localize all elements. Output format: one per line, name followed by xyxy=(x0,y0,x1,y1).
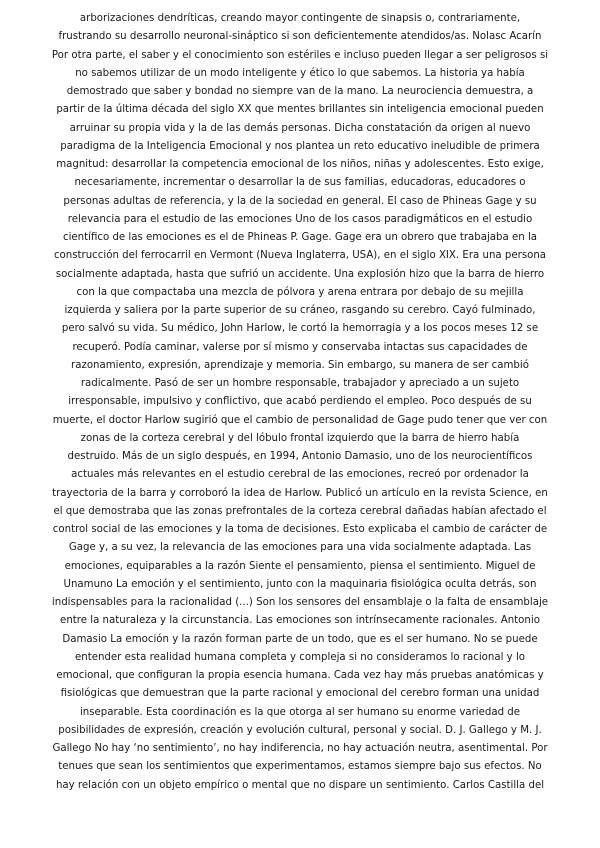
text-line: socialmente adaptada, hasta que sufrió un accidente. Una explosión hizo que la barra de hierro xyxy=(55,268,545,280)
text-line: recuperó. Podía caminar, valerse por sí mismo y conservaba intactas sus capacidades de xyxy=(72,341,528,353)
text-line: construcción del ferrocarril en Vermont (Nueva Inglaterra, USA), en el siglo XIX. Era una persona xyxy=(53,250,547,262)
text-line: entender esta realidad humana completa y compleja si no consideramos lo racional y lo xyxy=(74,651,526,663)
text-line: entre la naturaleza y la circunstancia. Las emociones son intrínsecamente racionales. Antonio xyxy=(60,615,540,627)
text-line: destruido. Más de un siglo después, en 1994, Antonio Damasio, uno de los neurocientíficos xyxy=(67,451,533,462)
document-page xyxy=(24,10,576,840)
text-line: magnitud: desarrollar la competencia emocional de los niños, niñas y adolescentes. Esto exige, xyxy=(56,159,544,170)
text-line: arborizaciones dendríticas, creando mayor contingente de sinapsis o, contrariamente, xyxy=(79,13,521,24)
text-line: el que demostraba que las zonas prefrontales de la corteza cerebral dañadas habían afectado el xyxy=(53,505,547,517)
text-line: relevancia para el estudio de las emociones Uno de los casos paradigmáticos en el estudio xyxy=(67,213,533,225)
text-line: razonamiento, expresión, aprendizaje y memoria. Sin embargo, su manera de ser cambió xyxy=(71,359,529,371)
text-line: científico de las emociones es el de Phineas P. Gage. Gage era un obrero que trabajaba en la xyxy=(62,232,538,243)
text-line: Gallego No hay ‘no sentimiento’, no hay indiferencia, no hay actuación neutra, asentimental. Por xyxy=(52,743,548,754)
text-line: emocional, que configuran la propia esencia humana. Cada vez hay más pruebas anatómicas y xyxy=(56,670,544,681)
text-line: fisiológicas que demuestran que la parte racional y emocional del cerebro forman una unidad xyxy=(60,688,540,700)
text-line: irresponsable, impulsivo y conflictivo, que acabó perdiendo el empleo. Poco después de su xyxy=(68,396,532,408)
text-line: indispensables para la racionalidad (...) Son los sensores del ensamblaje o la falta de ensamblaje xyxy=(51,597,549,608)
text-line: personas adultas de referencia, y la de la sociedad en general. El caso de Phineas Gage y su xyxy=(63,195,537,207)
text-line: Gage y, a su vez, la relevancia de las emociones para una vida socialmente adaptada. Las xyxy=(68,542,532,554)
text-line: Damasio La emoción y la razón forman parte de un todo, que es el ser humano. No se puede xyxy=(62,633,538,645)
text-line: demostrado que saber y bondad no siempre van de la mano. La neurociencia demuestra, a xyxy=(66,86,534,97)
text-line: necesariamente, incrementar o desarrollar la de sus familias, educadoras, educadores o xyxy=(74,177,526,189)
text-line: actuales más relevantes en el estudio cerebral de las emociones, recreó por ordenador la xyxy=(71,469,529,481)
text-line: posibilidades de expresión, creación y evolución cultural, personal y social. D. J. Gallego y M. J. xyxy=(58,724,542,736)
text-line: con la que compactaba una mezcla de pólvora y arena entrara por debajo de su mejilla xyxy=(76,286,524,298)
text-line: partir de la última década del siglo XX que mentes brillantes sin inteligencia emocional pueden xyxy=(56,104,544,116)
text-line: tenues que sean los sentimientos que experimentamos, estamos siempre bajo sus efectos. No xyxy=(58,761,542,773)
text-line: control social de las emociones y la toma de decisiones. Esto explicaba el cambio de carácter de xyxy=(52,524,548,535)
text-line: Por otra parte, el saber y el conocimiento son estériles e incluso pueden llegar a ser peligrosos si xyxy=(51,49,549,61)
text-line: hay relación con un objeto empírico o mental que no dispare un sentimiento. Carlos Castilla del xyxy=(55,779,545,791)
text-line: emociones, equiparables a la razón Siente el pensamiento, piensa el sentimiento. Miguel de xyxy=(64,560,536,572)
text-line: arruinar su propia vida y la de las demás personas. Dicha constatación da origen al nuevo xyxy=(69,122,531,134)
text-line: inseparable. Esta coordinación es la que otorga al ser humano su enorme variedad de xyxy=(79,706,521,718)
text-line: izquierda y saliera por la parte superior de su cráneo, rasgando su cerebro. Cayó fulminado, xyxy=(64,305,536,316)
text-line: trayectoria de la barra y corroboró la idea de Harlow. Publicó un artículo en la revista Science, en xyxy=(52,487,548,499)
text-line: radicalmente. Pasó de ser un hombre responsable, trabajador y apreciado a un sujeto xyxy=(80,378,520,389)
text-line: zonas de la corteza cerebral y del lóbulo frontal izquierdo que la barra de hierro había xyxy=(80,432,520,444)
text-line: Unamuno La emoción y el sentimiento, junto con la maquinaria fisiológica oculta detrás, son xyxy=(63,578,537,590)
text-line: paradigma de la Inteligencia Emocional y nos plantea un reto educativo ineludible de primera xyxy=(60,140,540,152)
text-line: muerte, el doctor Harlow sugirió que el cambio de personalidad de Gage pudo tener que ver con xyxy=(52,414,548,426)
text-line: pero salvó su vida. Su médico, John Harlow, le cortó la hemorragia y a los pocos meses 12 se xyxy=(61,323,539,335)
text-line: frustrando su desarrollo neuronal-sináptico si son deficientemente atendidos/as. Nolasc Acarín xyxy=(58,31,542,43)
text-line: no sabemos utilizar de un modo inteligente y ético lo que sabemos. La historia ya había xyxy=(75,67,525,79)
